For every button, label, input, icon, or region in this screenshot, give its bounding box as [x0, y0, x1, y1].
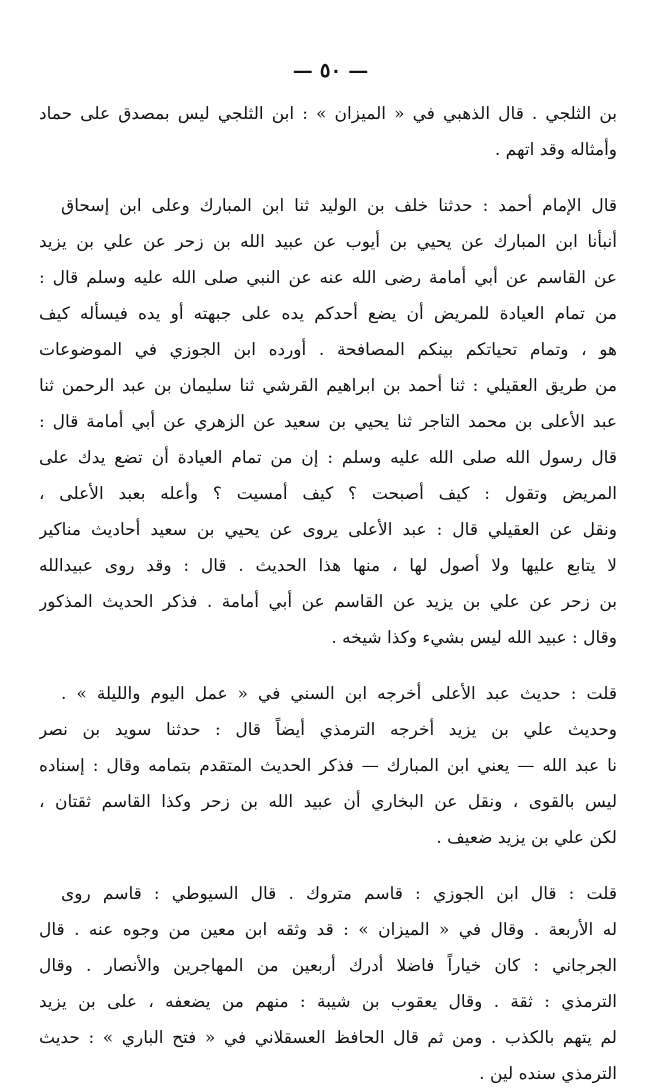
- text-line: بن الثلجي . قال الذهبي في « الميزان » : ابن الثلجي ليس بمصدق على حماد: [39, 104, 617, 124]
- text-line: وأمثاله وقد اتهم .: [494, 140, 617, 160]
- text-line: الترمذي : ثقة . وقال يعقوب بن شيبة : منهم من يضعفه ، على بن يزيد: [39, 992, 617, 1012]
- text-line: عن القاسم عن أبي أمامة رضى الله عنه عن النبي صلى الله عليه وسلم قال :: [39, 268, 617, 288]
- text-line: قال رسول الله صلى الله عليه وسلم : إن من تمام العيادة أن تضع يدك على: [39, 448, 617, 468]
- text-line: وقال : عبيد الله ليس بشيء وكذا شيخه .: [331, 628, 617, 648]
- page-number: — ٥٠ —: [292, 58, 369, 82]
- text-line: بن زحر عن علي بن يزيد عن القاسم عن أبي أمامة . فذكر الحديث المذكور: [39, 592, 617, 612]
- text-line: أنبأنا ابن المبارك عن يحيي بن أيوب عن عبيد الله بن زحر عن علي بن يزيد: [39, 232, 617, 252]
- text-line: عبد الأعلى بن محمد التاجر ثنا يحيي بن سعيد عن الزهري عن أبي أمامة قال :: [39, 412, 617, 432]
- text-line: وحديث علي بن يزيد أخرجه الترمذي أيضاً قال : حدثنا سويد بن نصر: [39, 720, 617, 740]
- text-line: الترمذي سنده لين .: [479, 1064, 617, 1084]
- text-line: من تمام العيادة للمريض أن يضع أحدكم يده على جبهته أو يده فيسأله كيف: [39, 304, 617, 324]
- text-line: قال الإمام أحمد : حدثنا خلف بن الوليد ثنا ابن المبارك وعلى ابن إسحاق: [61, 196, 617, 216]
- text-line: لكن علي بن يزيد ضعيف .: [436, 828, 617, 848]
- text-line: هو ، وتمام تحياتكم بينكم المصافحة . أورده ابن الجوزي في الموضوعات: [39, 340, 617, 360]
- text-line: له الأربعة . وقال في « الميزان » : قد وثقه ابن معين من وجوه عنه . قال: [39, 920, 617, 940]
- text-line: نا عبد الله — يعني ابن المبارك — فذكر الحديث المتقدم بتمامه وقال : إسناده: [39, 756, 617, 776]
- text-line: من طريق العقيلي : ثنا أحمد بن ابراهيم القرشي ثنا سليمان بن عبد الرحمن ثنا: [39, 376, 617, 396]
- text-line: لم يتهم بالكذب . ومن ثم قال الحافظ العسقلاني في « فتح الباري » : حديث: [39, 1028, 617, 1048]
- text-line: المريض وتقول : كيف أصبحت ؟ كيف أمسيت ؟ وأعله بعبد الأعلى ،: [39, 484, 617, 504]
- text-line: لا يتابع عليها ولا أصول لها ، منها هذا الحديث . قال : وقد روى عبيدالله: [39, 556, 617, 576]
- text-line: ليس بالقوى ، ونقل عن البخاري أن عبيد الله بن زحر وكذا القاسم ثقتان ،: [39, 792, 617, 812]
- text-line: قلت : قال ابن الجوزي : قاسم متروك . قال السيوطي : قاسم روى: [61, 884, 617, 904]
- text-line: ونقل عن العقيلي قال : عبد الأعلى يروى عن يحيي بن سعيد أحاديث مناكير: [39, 520, 617, 540]
- text-line: الجرجاني : كان خياراً فاضلا أدرك أربعين من المهاجرين والأنصار . وقال: [39, 956, 617, 976]
- text-line: قلت : حديث عبد الأعلى أخرجه ابن السني في « عمل اليوم والليلة » .: [61, 684, 617, 704]
